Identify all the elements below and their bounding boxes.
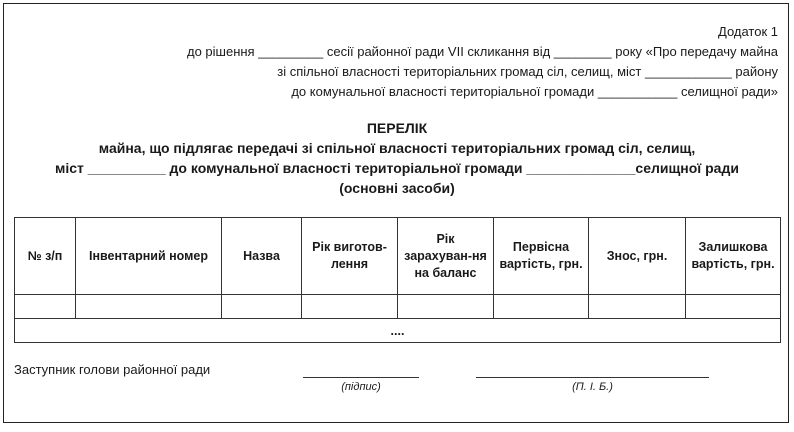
- table-cell: [589, 295, 686, 319]
- appendix-community-line: до комунальної власності територіальної громади ___________ селищної ради»: [291, 84, 778, 99]
- signature-label: Заступник голови районної ради: [14, 362, 211, 377]
- title-line-1: майна, що підлягає передачі зі спільної власності територіальних громад сіл, селищ,: [98, 140, 696, 156]
- table-ellipsis-row: [15, 319, 781, 343]
- table-cell: [686, 295, 781, 319]
- col-header-number: № з/п: [15, 218, 76, 295]
- table-cell: [494, 295, 589, 319]
- signature-line: [303, 377, 419, 378]
- table-cell: [76, 295, 222, 319]
- col-header-residual-value: Залишкова вартість, грн.: [686, 218, 781, 295]
- appendix-decision-line: до рішення _________ сесії районної ради VII скликання від ________ року «Про передачу майна: [186, 44, 778, 59]
- signature-caption: (підпис): [341, 381, 381, 393]
- title-line-2: міст __________ до комунальної власності територіальної громади ______________селищної ради: [55, 160, 739, 176]
- appendix-ownership-line: зі спільної власності територіальних громад сіл, селищ, міст ____________ району: [277, 64, 778, 79]
- document-title: [0, 118, 794, 198]
- appendix-header: [58, 22, 778, 102]
- col-header-year-balance: Рік зарахуван-ня на баланс: [398, 218, 494, 295]
- table-cell: [15, 295, 76, 319]
- table-ellipsis: ....: [15, 319, 781, 343]
- title-heading: ПЕРЕЛІК: [366, 120, 428, 136]
- name-line: [476, 377, 709, 378]
- assets-table: [14, 217, 781, 343]
- title-line-3: (основні засоби): [339, 180, 455, 196]
- col-header-initial-value: Первісна вартість, грн.: [494, 218, 589, 295]
- name-caption: (П. І. Б.): [572, 381, 613, 393]
- table-cell: [302, 295, 398, 319]
- appendix-number: Додаток 1: [718, 24, 778, 39]
- col-header-depreciation: Знос, грн.: [589, 218, 686, 295]
- table-row: [15, 295, 781, 319]
- table-cell: [398, 295, 494, 319]
- col-header-name: Назва: [222, 218, 302, 295]
- col-header-year-made: Рік виготов-лення: [302, 218, 398, 295]
- table-header-row: [15, 218, 781, 295]
- col-header-inventory: Інвентарний номер: [76, 218, 222, 295]
- table-cell: [222, 295, 302, 319]
